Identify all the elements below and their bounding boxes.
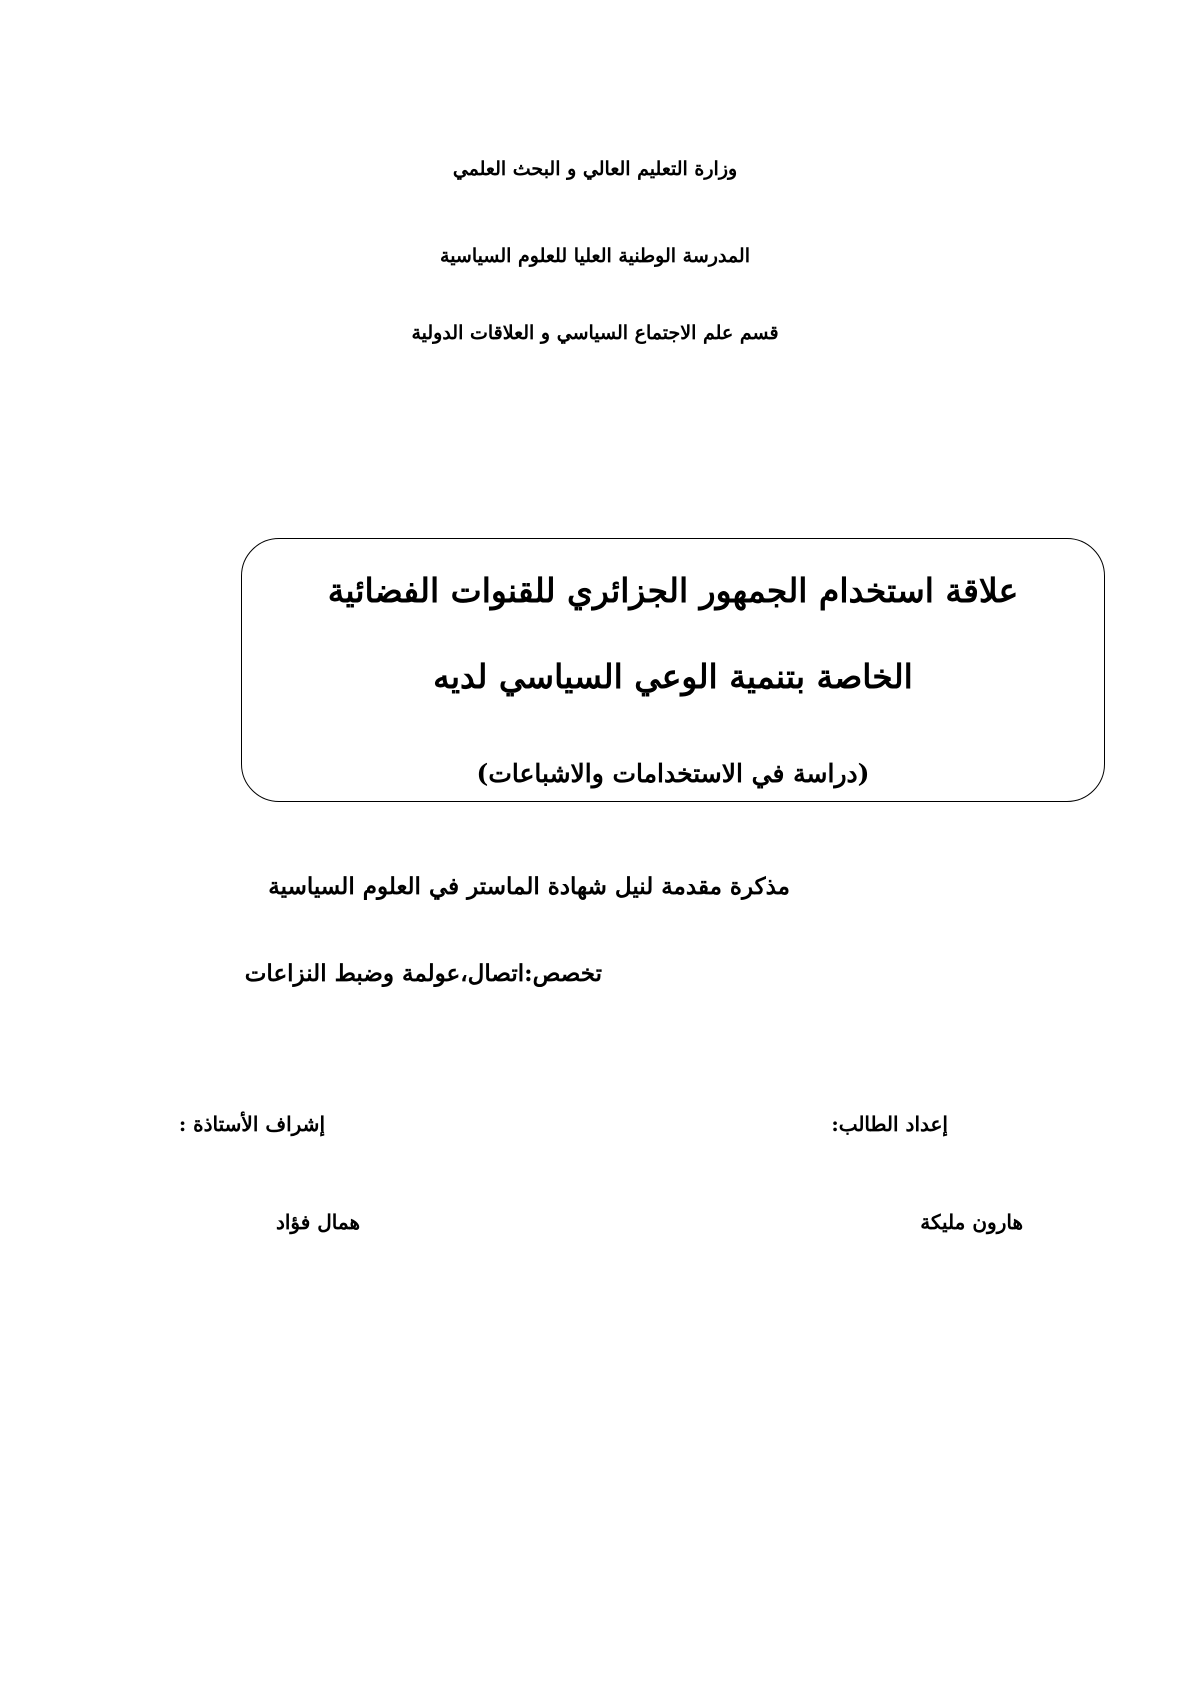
department-name: قسم علم الاجتماع السياسي و العلاقات الدولية <box>411 322 779 344</box>
supervisor-name: همال فؤاد <box>275 1210 360 1234</box>
title-box <box>241 538 1105 802</box>
degree-statement: مذكرة مقدمة لنيل شهادة الماستر في العلوم السياسية <box>268 873 790 900</box>
thesis-title-line-2: الخاصة بتنمية الوعي السياسي لديه <box>433 657 913 696</box>
school-name: المدرسة الوطنية العليا للعلوم السياسية <box>440 245 750 267</box>
thesis-subtitle: (دراسة في الاستخدامات والاشباعات) <box>476 759 870 788</box>
student-label: إعداد الطالب: <box>831 1112 948 1136</box>
specialization: تخصص:اتصال،عولمة وضبط النزاعات <box>244 960 602 987</box>
supervisor-label: إشراف الأستاذة : <box>178 1112 325 1136</box>
ministry-name: وزارة التعليم العالي و البحث العلمي <box>452 158 738 180</box>
thesis-title-line-1: علاقة استخدام الجمهور الجزائري للقنوات الفضائية <box>327 571 1019 610</box>
student-name: هارون مليكة <box>920 1210 1023 1234</box>
